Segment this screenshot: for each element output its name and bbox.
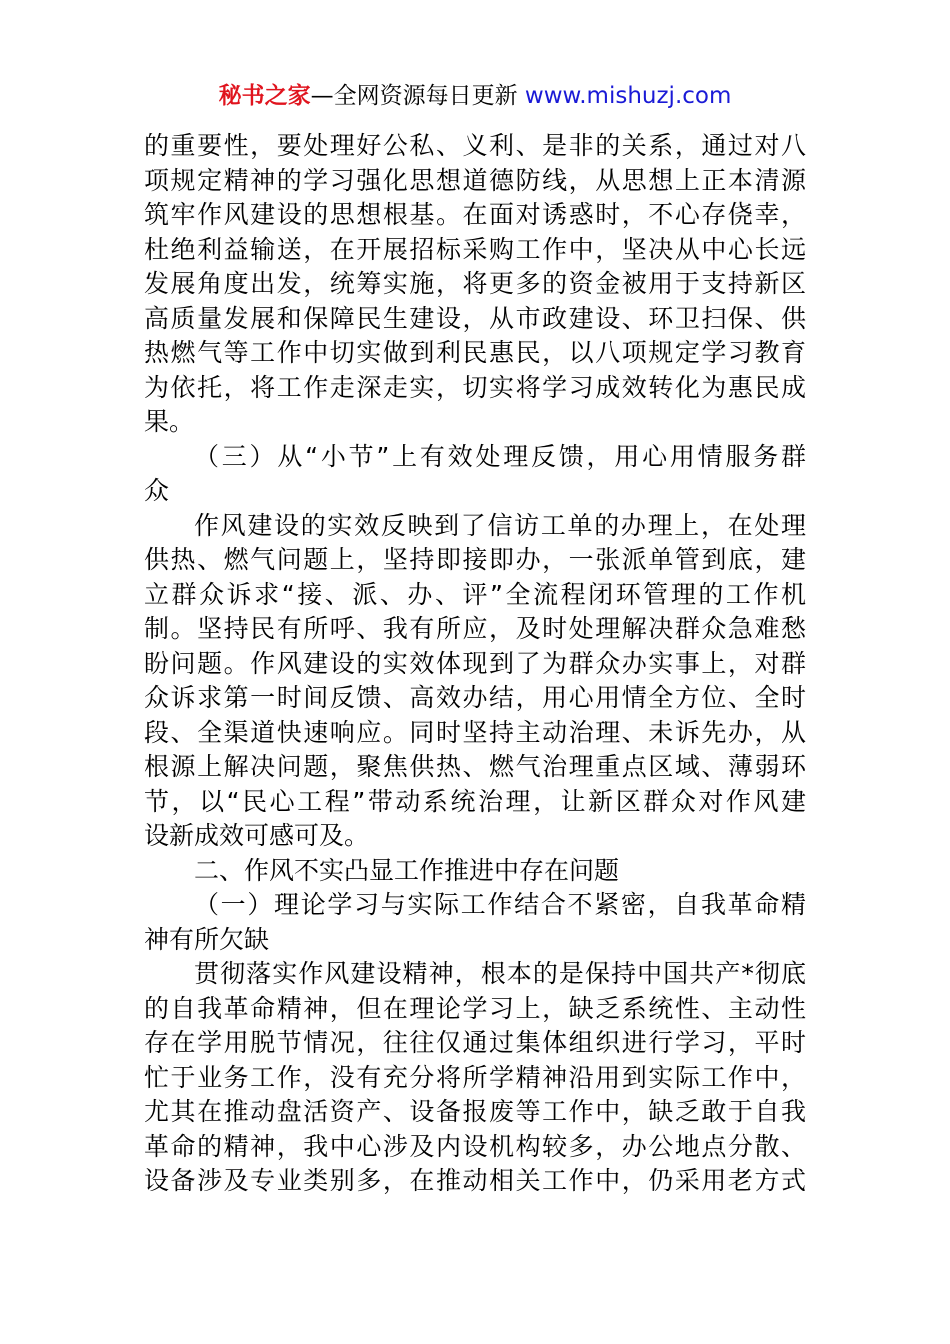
text-line: 杜绝利益输送，在开展招标采购工作中，坚决从中心长远 bbox=[144, 234, 806, 264]
section-heading-line: 二、作风不实凸显工作推进中存在问题 bbox=[194, 855, 620, 885]
text-line: 节，以“民心工程”带动系统治理，让新区群众对作风建 bbox=[144, 786, 806, 816]
text-line: 盼问题。作风建设的实效体现到了为群众办实事上，对群 bbox=[144, 648, 806, 678]
text-line: 项规定精神的学习强化思想道德防线，从思想上正本清源 bbox=[144, 165, 806, 195]
subsection-heading-line: 神有所欠缺 bbox=[144, 924, 270, 954]
text-line: 为依托，将工作走深走实，切实将学习成效转化为惠民成 bbox=[144, 372, 806, 402]
text-line: 的自我革命精神，但在理论学习上，缺乏系统性、主动性 bbox=[144, 993, 806, 1023]
text-line: 尤其在推动盘活资产、设备报废等工作中，缺乏敢于自我 bbox=[144, 1097, 806, 1126]
site-header bbox=[0, 80, 950, 112]
text-line: 制。坚持民有所呼、我有所应，及时处理解决群众急难愁 bbox=[144, 614, 806, 643]
text-line: 贯彻落实作风建设精神，根本的是保持中国共产*彻底 bbox=[194, 959, 806, 988]
text-line: 发展角度出发，统筹实施，将更多的资金被用于支持新区 bbox=[144, 269, 806, 298]
section-heading-line: （三）从“小节”上有效处理反馈，用心用情服务群 bbox=[194, 441, 806, 471]
text-line: 作风建设的实效反映到了信访工单的办理上，在处理 bbox=[194, 510, 806, 540]
text-line: 设备涉及专业类别多，在推动相关工作中，仍采用老方式 bbox=[144, 1166, 806, 1195]
text-line: 根源上解决问题，聚焦供热、燃气治理重点区域、薄弱环 bbox=[144, 752, 806, 781]
text-line: 忙于业务工作，没有充分将所学精神沿用到实际工作中， bbox=[144, 1062, 806, 1092]
text-line: 的重要性，要处理好公私、义利、是非的关系，通过对八 bbox=[144, 131, 806, 160]
text-line: 供热、燃气问题上，坚持即接即办，一张派单管到底，建 bbox=[144, 545, 806, 574]
site-brand: 秘书之家 bbox=[218, 83, 311, 109]
text-line: 革命的精神，我中心涉及内设机构较多，办公地点分散、 bbox=[144, 1131, 806, 1161]
text-line: 高质量发展和保障民生建设，从市政建设、环卫扫保、供 bbox=[144, 303, 806, 333]
text-line: 果。 bbox=[144, 407, 195, 436]
section-heading-line: 众 bbox=[144, 476, 170, 505]
subsection-heading-line: （一）理论学习与实际工作结合不紧密，自我革命精 bbox=[194, 890, 806, 919]
text-line: 筑牢作风建设的思想根基。在面对诱惑时，不心存侥幸， bbox=[144, 200, 806, 229]
site-url-link[interactable]: www.mishuzj.com bbox=[524, 83, 732, 109]
site-tagline: —全网资源每日更新 bbox=[310, 83, 525, 109]
text-line: 立群众诉求“接、派、办、评”全流程闭环管理的工作机 bbox=[144, 579, 806, 609]
document-body bbox=[144, 129, 806, 1199]
text-line: 设新成效可感可及。 bbox=[144, 821, 370, 850]
text-line: 存在学用脱节情况，往往仅通过集体组织进行学习，平时 bbox=[144, 1028, 806, 1057]
text-line: 热燃气等工作中切实做到利民惠民，以八项规定学习教育 bbox=[144, 338, 806, 367]
text-line: 段、全渠道快速响应。同时坚持主动治理、未诉先办，从 bbox=[144, 717, 806, 747]
text-line: 众诉求第一时间反馈、高效办结，用心用情全方位、全时 bbox=[144, 683, 806, 712]
